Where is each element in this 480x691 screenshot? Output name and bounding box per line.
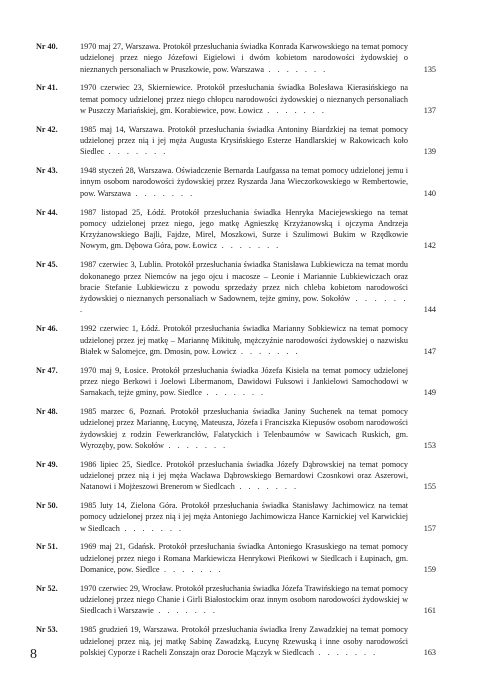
entry-number: Nr 40.: [36, 42, 58, 51]
entry-description: [80, 624, 436, 658]
entry-number: Nr 47.: [36, 365, 58, 375]
entry-number: Nr 52.: [36, 583, 58, 593]
entry-number: Nr 51.: [36, 542, 58, 552]
toc-entry: [36, 541, 436, 575]
entry-description: [80, 82, 436, 116]
entry-page-number: 135: [423, 64, 436, 74]
entry-page-number: 144: [423, 305, 436, 315]
entry-page-number: 147: [423, 346, 436, 356]
table-of-contents: [36, 41, 436, 666]
toc-entry: [36, 41, 436, 75]
entry-number: Nr 46.: [36, 324, 58, 334]
entry-text: 1948 styczeń 28, Warszawa. Oświadczenie Bernarda Laufgassa na temat pomocy udzielonej jemu i innym osobom narodowości żydowskiej przez Ryszarda Jana Wieczorkowskiego w Rembertowie, pow. Warszawa: [80, 166, 408, 198]
leader-dots: . . . . . . .: [104, 147, 168, 157]
entry-description: [80, 541, 436, 575]
entry-number: Nr 44.: [36, 207, 58, 217]
toc-entry: [36, 259, 436, 315]
leader-dots: . . . . . . .: [313, 647, 378, 657]
entry-page-number: 149: [423, 388, 436, 398]
toc-entry: [36, 207, 436, 252]
entry-text: 1987 czerwiec 3, Lublin. Protokół przesłuchania świadka Stanisława Lubkiewicza na temat mordu dokonanego przez Niemców na jego ojcu i macosze – Leonie i Mariannie Lubkiewiczach oraz bracie Stefanie Lubkiewiczu z powodu sprzedaży przez nich chleba kobietom narodowości żydowskiej o nieznanych personaliach w Sadownem, tejże gminy, pow. Sokołów: [80, 260, 408, 304]
entry-number: Nr 49.: [36, 459, 58, 469]
entry-number: Nr 42.: [36, 124, 58, 134]
toc-entry: [36, 124, 436, 158]
entry-description: [80, 323, 436, 357]
entry-description: [80, 459, 436, 493]
entry-number: Nr 43.: [36, 166, 58, 176]
entry-description: [80, 406, 436, 451]
entry-page-number: 139: [423, 147, 436, 157]
entry-page-number: 155: [423, 482, 436, 492]
entry-page-number: 142: [423, 241, 436, 251]
leader-dots: . . . . . . .: [234, 482, 299, 492]
entry-text: 1985 marzec 6, Poznań. Protokół przesłuchania świadka Janiny Suchenek na temat pomocy udzielonej przez Mariannę, Łucynę, Mateusza, Józefa i Franciszka Kiepusów osobom narodowości żydowskiej z rodzin Fewerkrancłów, Falatyckich i Telenbaumów w Sawicach Ruskich, gm. Wyrozęby, pow. Sokołów: [80, 407, 408, 450]
leader-dots: . . . . . . .: [159, 565, 224, 575]
toc-entry: [36, 459, 436, 493]
toc-entry: [36, 500, 436, 534]
leader-dots: . . . . . . .: [163, 440, 228, 450]
entry-page-number: 157: [423, 523, 436, 533]
leader-dots: . . . . . . .: [262, 105, 327, 115]
toc-entry: [36, 82, 436, 116]
toc-entry: [36, 165, 436, 199]
entry-description: [80, 500, 436, 534]
entry-text: 1970 maj 9, Łosice. Protokół przesłuchania świadka Józefa Kisiela na temat pomocy udzielonej przez niego Berkowi i Joelowi Libermanom, Dawidowi Fuksowi i Jankielowi Samochodowi w Sarnakach, tejże gminy, pow. Siedlce: [80, 365, 408, 398]
toc-entry: [36, 624, 436, 658]
leader-dots: . . . . . . .: [130, 188, 195, 198]
leader-dots: . . . . . . .: [263, 64, 328, 74]
toc-entry: [36, 583, 436, 617]
entry-description: [80, 165, 436, 199]
entry-page-number: 153: [423, 440, 436, 450]
toc-entry: [36, 406, 436, 451]
entry-description: [80, 41, 436, 75]
toc-entry: [36, 365, 436, 399]
entry-text: 1985 luty 14, Zielona Góra. Protokół przesłuchania świadka Stanisławy Jachimowicz na temat pomocy udzielonej przez nią i jej męża Antoniego Jachimowicza Hance Karnickiej vel Karwickiej w Siedlcach: [80, 501, 408, 533]
entry-text: 1992 czerwiec 1, Łódź. Protokół przesłuchania świadka Marianny Sobkiewicz na temat pomocy udzielonej przez jej matkę – Mariannę Mikitułę, mężczyźnie narodowości żydowskiej o nazwisku Białek w Salomejce, gm. Dmosin, pow. Łowicz: [80, 324, 408, 356]
entry-number: Nr 53.: [36, 625, 58, 635]
entry-description: [80, 207, 436, 252]
entry-text: 1970 czerwiec 29, Wrocław. Protokół przesłuchania świadka Józefa Trawińskiego na temat pomocy udzielonej przez niego Chanie i Girli Białostockim oraz innym osobom narodowości żydowskiej w Siedlcach i Warszawie: [80, 583, 408, 616]
entry-text: 1969 maj 21, Gdańsk. Protokół przesłuchania świadka Antoniego Krasuskiego na temat pomocy udzielonej przez niego i Romana Markiewicza Henrykowi Pieńkowi w Siedlcach i Łupinach, gm. Domanice, pow. Siedlce: [80, 542, 408, 575]
entry-description: [80, 259, 436, 315]
entry-number: Nr 41.: [36, 83, 58, 93]
leader-dots: . . . . . . .: [201, 388, 266, 398]
entry-text: 1970 maj 27, Warszawa. Protokół przesłuchania świadka Konrada Karwowskiego na temat pomocy udzielonej przez niego Józefowi Eigielowi i dwóm kobietom narodowości żydowskiej o nieznanych personaliach w Pruszkowie, pow. Warszawa: [80, 42, 408, 74]
entry-page-number: 137: [423, 105, 436, 115]
entry-text: 1985 maj 14, Warszawa. Protokół przesłuchania świadka Antoniny Biardzkiej na temat pomocy udzielonej przez nią i jej męża Augusta Krysińskiego Esterze Handlarskiej w Rakowicach koło Siedlec: [80, 124, 408, 157]
entry-description: [80, 365, 436, 399]
leader-dots: . . . . . . .: [119, 523, 184, 533]
toc-entry: [36, 323, 436, 357]
entry-number: Nr 45.: [36, 260, 58, 270]
entry-page-number: 159: [423, 565, 436, 575]
entry-text: 1986 lipiec 25, Siedlce. Protokół przesłuchania świadka Józefy Dąbrowskiej na temat pomocy udzielonej przez nią i jej męża Wacława Dąbrowskiego Bernardowi Czosnkowi oraz Aszerowi, Natanowi i Mojżeszowi Brenerom w Siedlcach: [80, 459, 408, 492]
entry-text: 1987 listopad 25, Łódź. Protokół przesłuchania świadka Henryka Maciejewskiego na temat pomocy udzielonej przez niego, jego matkę Agnieszkę Krzyżanowską i ojczyma Andrzeja Krzyżanowskiego Bajli, Fajdze, Mirel, Moszkowi, Surze i Szulimowi Bukim w Rzędkowie Nowym, gm. Dębowa Góra, pow. Łowicz: [80, 207, 408, 251]
entry-description: [80, 124, 436, 158]
page-number: 8: [30, 647, 37, 662]
entry-text: 1970 czerwiec 23, Skierniewice. Protokół przesłuchania świadka Bolesława Kierasińskiego na temat pomocy udzielonej przez niego chłopcu narodowości żydowskiej o nieznanych personaliach w Puszczy Mariańskiej, gm. Korabiewice, pow. Łowicz: [80, 83, 408, 115]
entry-text: 1985 grudzień 19, Warszawa. Protokół przesłuchania świadka Ireny Zawadzkiej na temat pomocy udzielonej przez nią, jej matkę Sabinę Zawadzką, Łucynę Rzewuską i inne osoby narodowości polskiej Cyporze i Racheli Zonszajn oraz Dorocie Mączyk w Siedlcach: [80, 625, 408, 657]
entry-number: Nr 50.: [36, 501, 58, 511]
leader-dots: . . . . . . .: [153, 606, 218, 616]
entry-page-number: 163: [423, 647, 436, 657]
leader-dots: . . . . . . .: [80, 294, 408, 315]
entry-page-number: 161: [423, 606, 436, 616]
entry-page-number: 140: [423, 188, 436, 198]
entry-number: Nr 48.: [36, 407, 58, 417]
entry-description: [80, 583, 436, 617]
leader-dots: . . . . . . .: [217, 241, 281, 251]
leader-dots: . . . . . . .: [236, 346, 301, 356]
